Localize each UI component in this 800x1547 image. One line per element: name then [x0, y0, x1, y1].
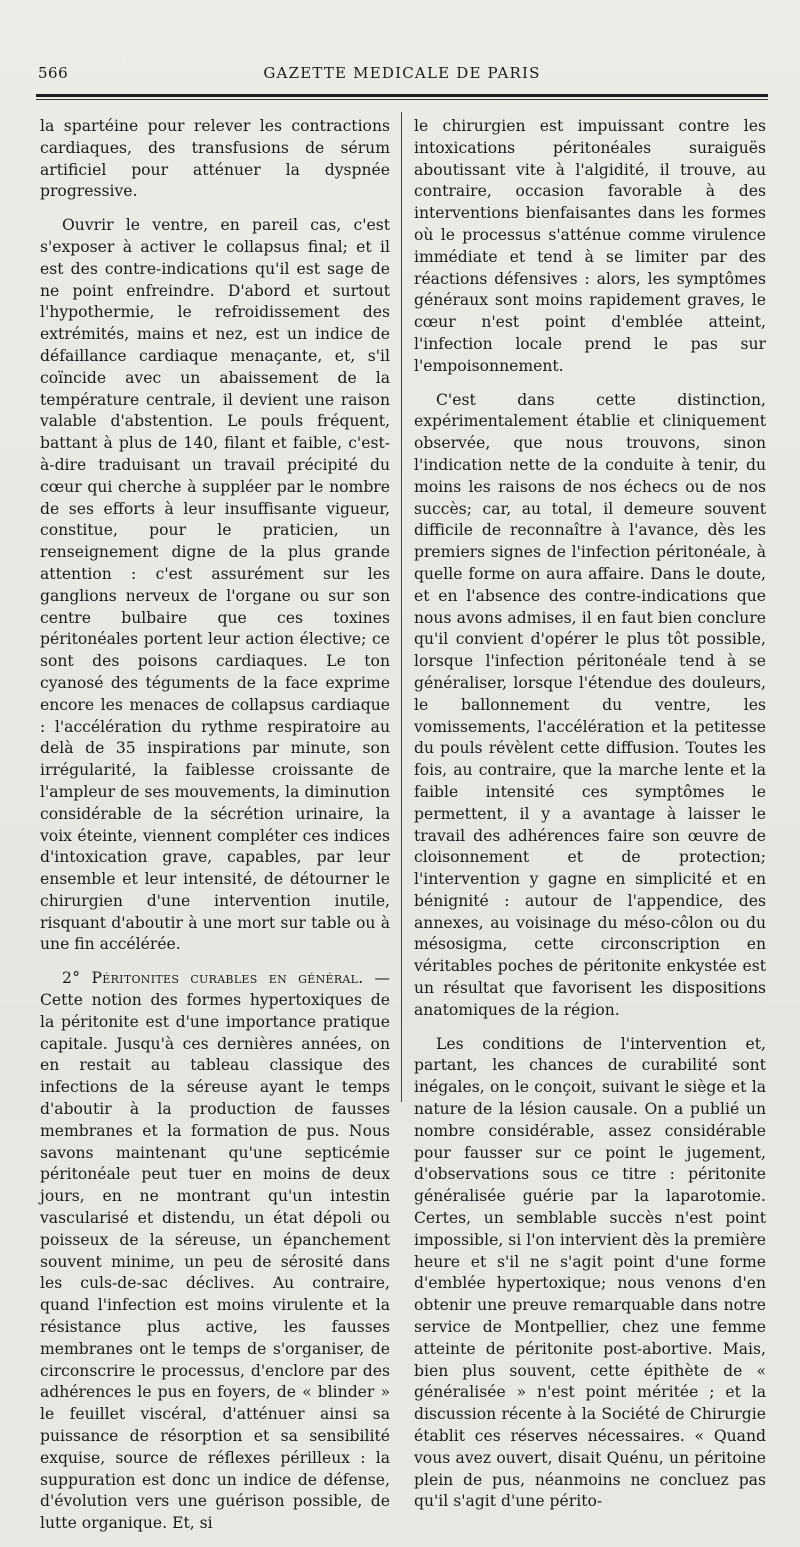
left-column	[40, 116, 390, 1547]
right-paragraph-2: C'est dans cette distinction, expérimentalement établie et cliniquement observée, que nous trouvons, sinon l'indication nette de la conduite à tenir, du moins les raisons de nos échecs ou de nos succès; car, au total, il demeure souvent difficile de reconnaître à l'avance, dès les premiers signes de l'infection péritonéale, à quelle forme on aura affaire. Dans le doute, et en l'absence des contre-indications que nous avons admises, il en faut bien conclure qu'il convient d'opérer le plus tôt possible, lorsque l'infection péritonéale tend à se généraliser, lorsque l'étendue des douleurs, le ballonnement du ventre, les vomissements, l'accélération et la petitesse du pouls révèlent cette diffusion. Toutes les fois, au contraire, que la marche lente et la faible intensité ces symptômes le permettent, il y a avantage à laisser le travail des adhérences faire son œuvre de cloisonnement et de protection; l'intervention y gagne en simplicité et en bénignité : autour de l'appendice, des annexes, au voisinage du méso-côlon ou du mésosigma, cette circonscription en véritables poches de péritonite enkystée est un résultat que favorisent les dispositions anatomiques de la région.	[414, 390, 766, 1019]
journal-title: GAZETTE MEDICALE DE PARIS	[263, 64, 541, 82]
page-number: 566	[38, 64, 69, 82]
header-rule-thick	[36, 94, 768, 97]
left-paragraph-3-body: — Cette notion des formes hypertoxiques de la péritonite est d'une importance pratique capitale. Jusqu'à ces dernières années, on en restait au tableau classique des infections de la séreuse ayant le temps d'aboutir à la production de fausses membranes et la formation de pus. Nous savons maintenant qu'une septicémie péritonéale peut tuer en moins de deux jours, en ne montrant qu'un intestin vascularisé et distendu, un état dépoli ou poisseux de la séreuse, un épanchement souvent minime, un peu de sérosité dans les culs-de-sac déclives. Au contraire, quand l'infection est moins virulente et la résistance plus active, les fausses membranes ont le temps de s'organiser, de circonscrire le processus, d'enclore par des adhérences le pus en foyers, de « blinder » le feuillet viscéral, d'atténuer ainsi sa puissance de résorption et sa sensibilité exquise, source de réflexes périlleux : la suppuration est donc un indice de défense, d'évolution vers une guérison possible, de lutte organique. Et, si	[40, 969, 390, 1533]
section-heading: 2° Péritonites curables en général.	[62, 969, 364, 988]
right-paragraph-3: Les conditions de l'intervention et, partant, les chances de curabilité sont inégales, on le conçoit, suivant le siège et la nature de la lésion causale. On a publié un nombre considérable, assez considérable pour fausser sur ce point le jugement, d'observations sous ce titre : péritonite généralisée guérie par la laparotomie. Certes, un semblable succès n'est point impossible, si l'on intervient dès la première heure et s'il ne s'agit point d'une forme d'emblée hypertoxique; nous venons d'en obtenir une preuve remarquable dans notre service de Montpellier, chez une femme atteinte de péritonite post-abortive. Mais, bien plus souvent, cette épithète de « généralisée » n'est point méritée ; et la discussion récente à la Société de Chirurgie établit ces réserves nécessaires. « Quand vous avez ouvert, disait Quénu, un péritoine plein de pus, néanmoins ne concluez pas qu'il s'agit d'une périto-	[414, 1034, 766, 1511]
left-paragraph-3	[40, 968, 390, 1535]
left-paragraph-2: Ouvrir le ventre, en pareil cas, c'est s'exposer à activer le collapsus final; et il est des contre-indications qu'il est sage de ne point enfreindre. D'abord et surtout l'hypothermie, le refroidissement des extrémités, mains et nez, est un indice de défaillance cardiaque menaçante, et, s'il coïncide avec un abaissement de la température centrale, il devient une raison valable d'abstention. Le pouls fréquent, battant à plus de 140, filant et faible, c'est-à-dire traduisant un travail précipité du cœur qui cherche à suppléer par le nombre de ses efforts à leur insuffisante vigueur, constitue, pour le praticien, un renseignement digne de la plus grande attention : c'est assurément sur les ganglions nerveux de l'organe ou sur son centre bulbaire que ces toxines péritonéales portent leur action élective; ce sont des poisons cardiaques. Le ton cyanosé des téguments de la face exprime encore les menaces de collapsus cardiaque : l'accélération du rythme respiratoire au delà de 35 inspirations par minute, son irrégularité, la faiblesse croissante de l'ampleur de ses mouvements, la diminution considérable de la sécrétion urinaire, la voix éteinte, viennent compléter ces indices d'intoxication grave, capables, par leur ensemble et leur intensité, de détourner le chirurgien d'une intervention inutile, risquant d'aboutir à une mort sur table ou à une fin accélérée.	[40, 216, 390, 954]
right-column	[414, 116, 766, 1525]
right-paragraph-1: le chirurgien est impuissant contre les intoxications péritonéales suraiguës aboutissant vite à l'algidité, il trouve, au contraire, occasion favorable à des interventions bienfaisantes dans les formes où le processus s'atténue comme virulence immédiate et tend à se limiter par des réactions défensives : alors, les symptômes généraux sont moins rapidement graves, le cœur n'est point d'emblée atteint, l'infection locale prend le pas sur l'empoisonnement.	[414, 117, 766, 375]
header-rule-thin	[36, 99, 768, 100]
left-paragraph-1: la spartéine pour relever les contractions cardiaques, des transfusions de sérum artificiel pour atténuer la dyspnée progressive.	[40, 117, 390, 201]
page-header	[38, 62, 766, 88]
column-divider	[401, 112, 402, 1102]
